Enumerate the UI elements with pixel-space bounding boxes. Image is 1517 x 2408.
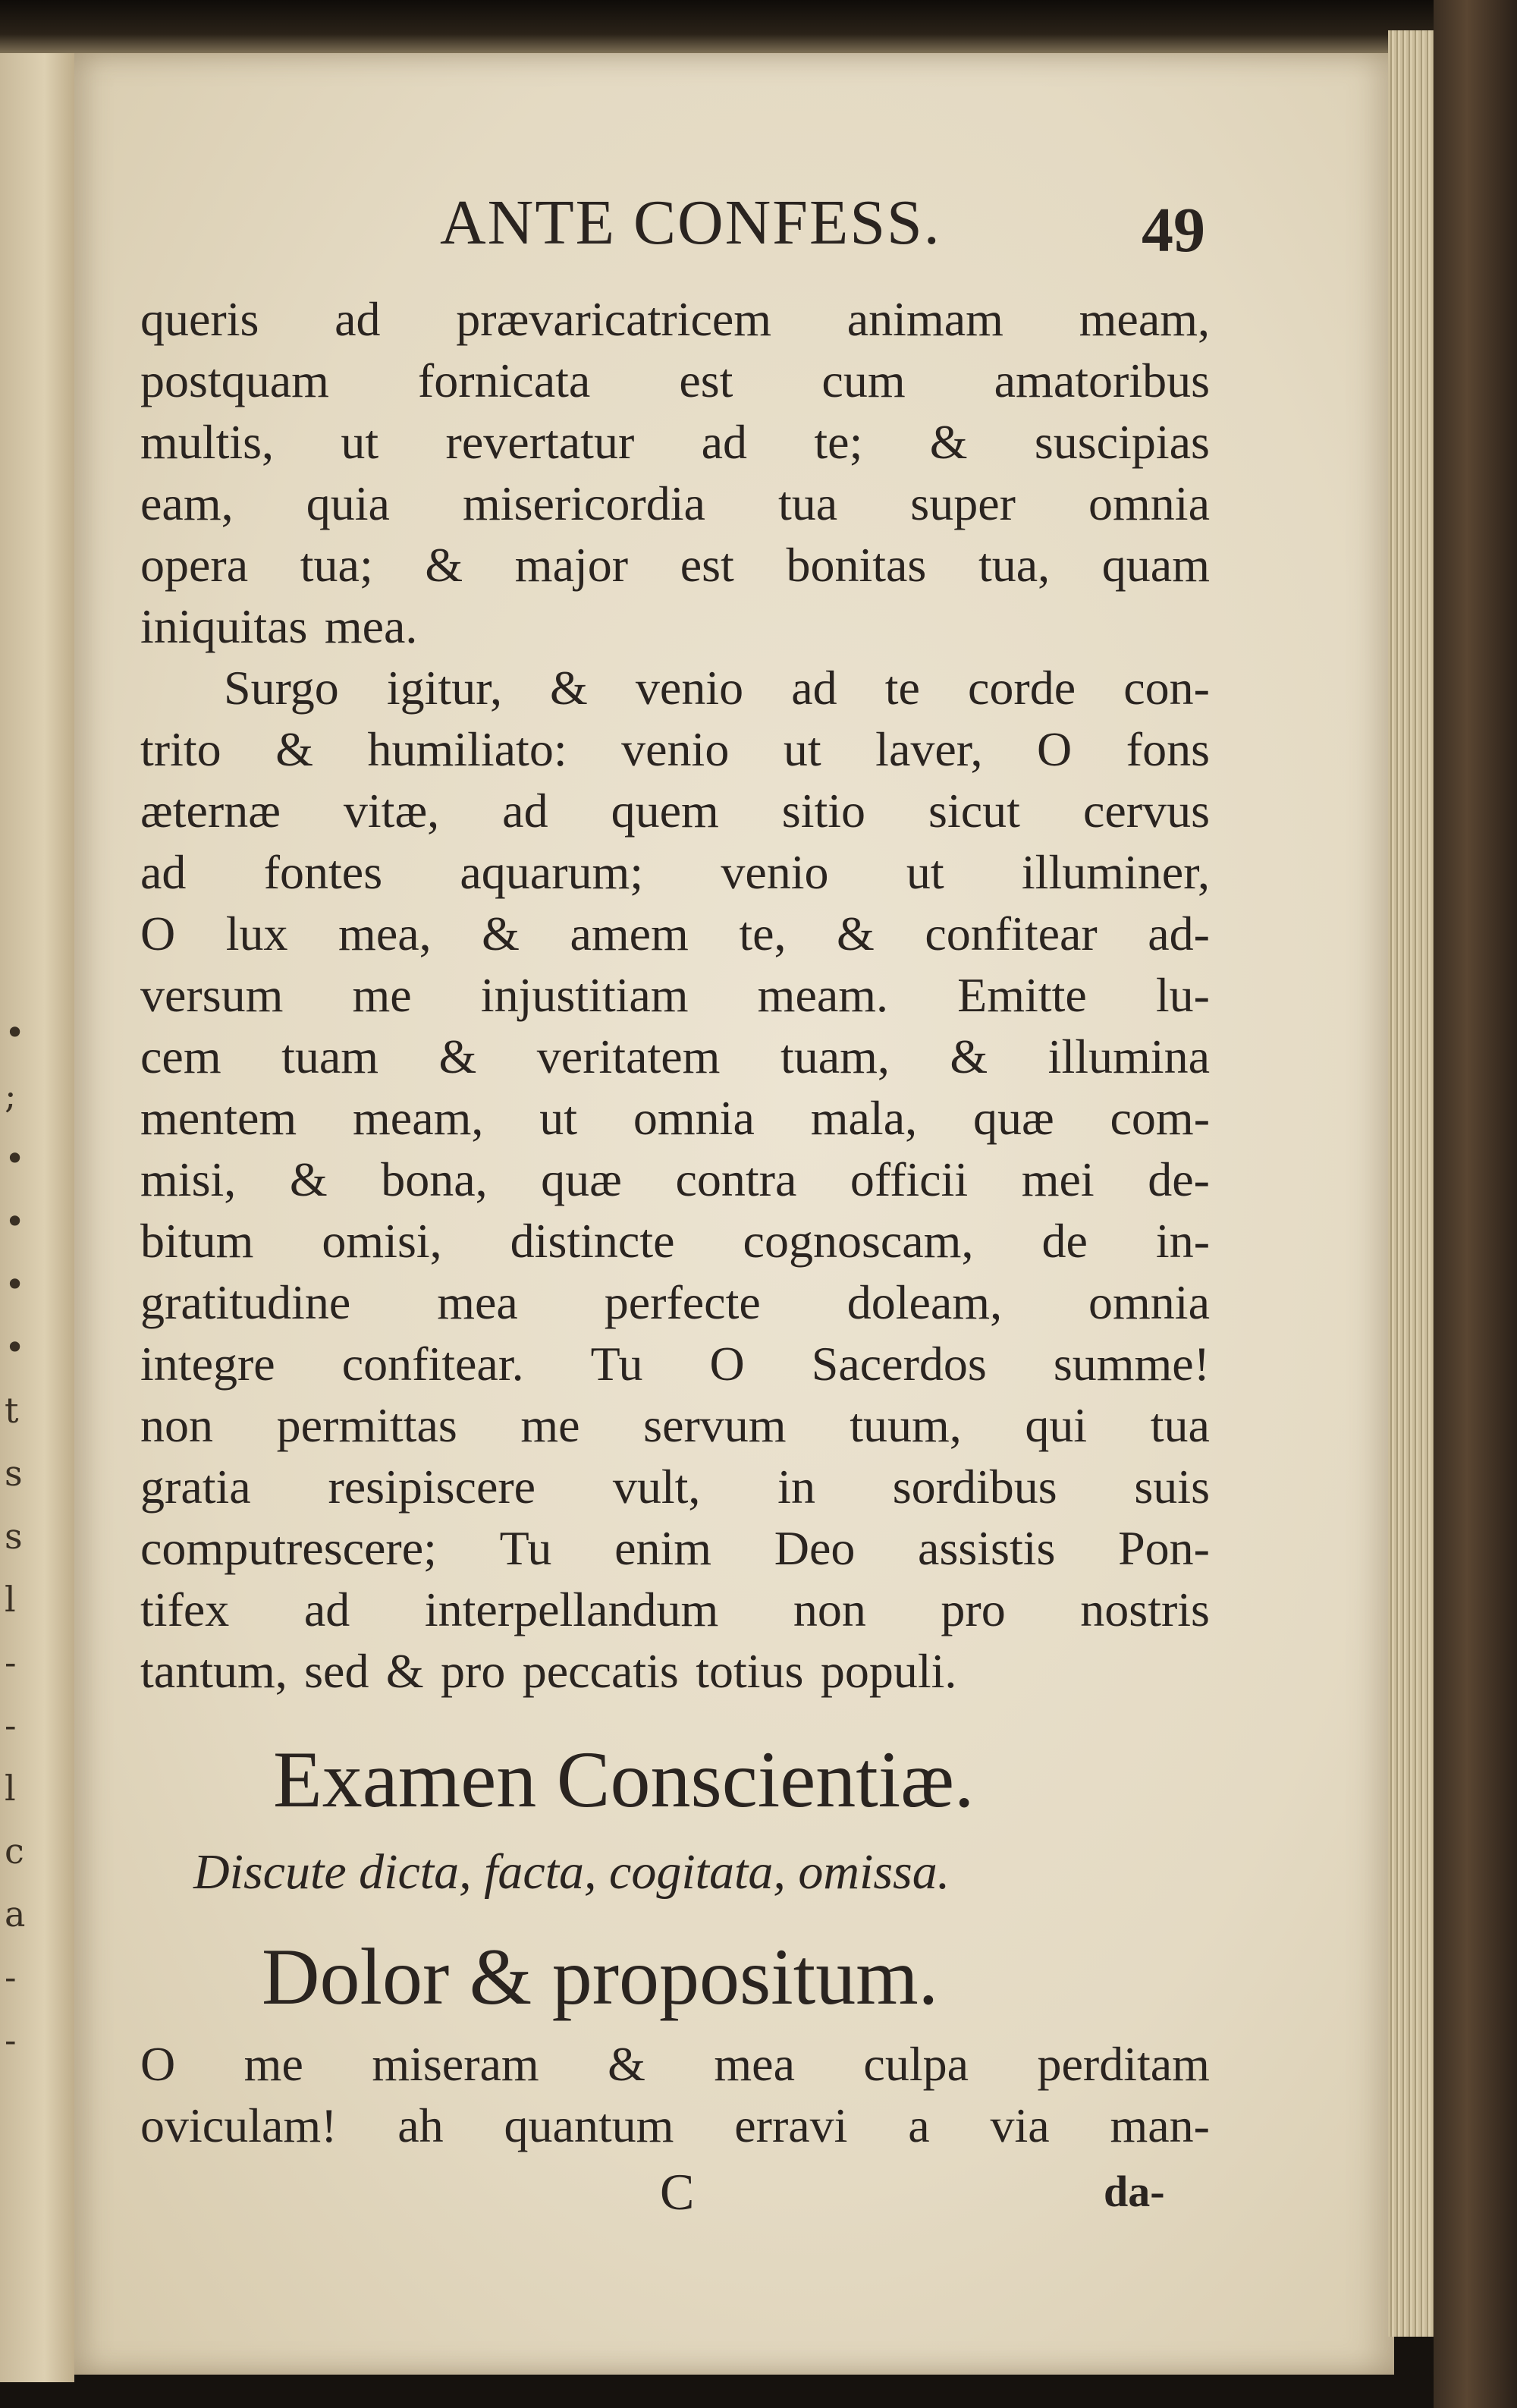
- text-line: [140, 841, 1210, 903]
- text-line: [140, 1210, 1210, 1272]
- word: tuum,: [850, 1398, 962, 1452]
- signature-mark: C: [660, 2163, 695, 2221]
- page-number: 49: [1142, 195, 1205, 266]
- word: ad: [701, 415, 748, 469]
- word: nostris: [1080, 1583, 1210, 1636]
- word: super: [910, 476, 1016, 530]
- word: miseram: [372, 2037, 539, 2091]
- word: &: [608, 2037, 645, 2091]
- word: Sacerdos: [811, 1337, 987, 1391]
- word: fontes: [263, 845, 383, 899]
- word: amem: [570, 907, 689, 960]
- word: perfecte: [604, 1275, 761, 1329]
- word: pro: [441, 1644, 506, 1698]
- word: est: [679, 354, 733, 407]
- word: me: [243, 2037, 303, 2091]
- word: venio: [621, 722, 730, 776]
- word: quantum: [504, 2098, 674, 2152]
- word: meam.: [757, 968, 889, 1022]
- word: illuminer,: [1021, 845, 1210, 899]
- word: tantum,: [140, 1644, 287, 1698]
- word: venio: [635, 661, 744, 715]
- word: tua,: [978, 538, 1051, 592]
- word: ah: [397, 2098, 444, 2152]
- word: O: [709, 1337, 745, 1391]
- word: populi.: [820, 1644, 957, 1698]
- word: aquarum;: [460, 845, 644, 899]
- text-line: [140, 2095, 1210, 2156]
- word: gratitudine: [140, 1275, 351, 1329]
- word: misericordia: [463, 476, 705, 530]
- word: gratia: [140, 1460, 251, 1514]
- text-line: [140, 1087, 1210, 1149]
- word: animam: [846, 292, 1003, 346]
- word: omisi,: [322, 1214, 442, 1268]
- word: de: [1041, 1214, 1088, 1268]
- word: te;: [814, 415, 863, 469]
- word: confitear.: [341, 1337, 524, 1391]
- margin-mark: •: [5, 1138, 26, 1179]
- text-line: [140, 1149, 1210, 1210]
- previous-page-edge: [0, 53, 74, 2382]
- word: Tu: [499, 1521, 552, 1575]
- word: con-: [1123, 661, 1210, 715]
- word: suscipias: [1034, 415, 1210, 469]
- word: tua;: [300, 538, 373, 592]
- text-line: [140, 288, 1210, 350]
- word: &: [837, 907, 875, 960]
- word: queris: [140, 292, 259, 346]
- word: contra: [675, 1152, 797, 1206]
- word: ad: [140, 845, 187, 899]
- word: me: [352, 968, 412, 1022]
- word: pro: [941, 1583, 1006, 1636]
- word: igitur,: [386, 661, 502, 715]
- word: fornicata: [417, 354, 591, 407]
- text-line: [140, 1333, 1210, 1394]
- word: bitum: [140, 1214, 254, 1268]
- margin-mark: s: [5, 1453, 23, 1494]
- word: amatoribus: [994, 354, 1210, 407]
- word: ad: [334, 292, 381, 346]
- word: æternæ: [140, 784, 281, 838]
- word: est: [680, 538, 734, 592]
- word: bona,: [381, 1152, 488, 1206]
- word: corde: [967, 661, 1076, 715]
- word: ad-: [1148, 907, 1210, 960]
- margin-mark: -: [5, 1705, 17, 1746]
- word: cognoscam,: [743, 1214, 974, 1268]
- word: assistis: [918, 1521, 1056, 1575]
- margin-mark: c: [5, 1831, 24, 1872]
- word: non: [140, 1398, 213, 1452]
- word: Deo: [774, 1521, 856, 1575]
- word: fons: [1126, 722, 1210, 776]
- word: quam: [1101, 538, 1210, 592]
- word: cum: [821, 354, 906, 407]
- word: versum: [140, 968, 284, 1022]
- text-line: [140, 1394, 1210, 1456]
- word: meam,: [1079, 292, 1210, 346]
- word: distincte: [510, 1214, 675, 1268]
- word: oviculam!: [140, 2098, 338, 2152]
- word: Pon-: [1118, 1521, 1210, 1575]
- word: O: [140, 2037, 176, 2091]
- word: prævaricatricem: [456, 292, 772, 346]
- word: humiliato:: [367, 722, 567, 776]
- word: a: [908, 2098, 930, 2152]
- running-head: ANTE CONFESS.: [440, 187, 941, 258]
- word: quia: [306, 476, 390, 530]
- word: mala,: [810, 1091, 918, 1145]
- word: eam,: [140, 476, 234, 530]
- word: quæ: [541, 1152, 622, 1206]
- word: man-: [1110, 2098, 1210, 2152]
- word: veritatem: [536, 1030, 721, 1083]
- word: laver,: [875, 722, 983, 776]
- word: trito: [140, 722, 221, 776]
- word: de-: [1148, 1152, 1210, 1206]
- word: iniquitas: [140, 599, 308, 653]
- margin-mark: l: [5, 1579, 16, 1620]
- word: totius: [696, 1644, 804, 1698]
- word: sicut: [928, 784, 1020, 838]
- text-line: [140, 1456, 1210, 1517]
- word: tua: [777, 476, 838, 530]
- margin-mark: t: [5, 1390, 19, 1431]
- word: major: [514, 538, 629, 592]
- word: injustitiam: [480, 968, 689, 1022]
- margin-mark: -: [5, 2020, 17, 2061]
- word: non: [793, 1583, 866, 1636]
- word: ut: [539, 1091, 578, 1145]
- text-line: [140, 473, 1210, 534]
- word: omnia: [1088, 1275, 1210, 1329]
- word: &: [438, 1030, 477, 1083]
- word: misi,: [140, 1152, 237, 1206]
- word: erravi: [734, 2098, 848, 2152]
- word: bonitas: [786, 538, 927, 592]
- word: ad: [502, 784, 548, 838]
- body-text: [140, 288, 1210, 1702]
- text-line: [140, 1517, 1210, 1579]
- margin-mark: l: [5, 1768, 16, 1809]
- margin-mark: -: [5, 1642, 17, 1683]
- word: servum: [643, 1398, 787, 1452]
- word: me: [520, 1398, 580, 1452]
- margin-mark: •: [5, 1201, 26, 1242]
- word: meam,: [353, 1091, 484, 1145]
- word: te: [884, 661, 920, 715]
- word: te,: [739, 907, 787, 960]
- previous-page-marks: [5, 1001, 35, 2072]
- word: sordibus: [892, 1460, 1057, 1514]
- word: qui: [1025, 1398, 1088, 1452]
- margin-mark: a: [5, 1894, 26, 1935]
- word: mea,: [338, 907, 432, 960]
- word: venio: [721, 845, 829, 899]
- word: enim: [614, 1521, 712, 1575]
- margin-mark: -: [5, 1957, 17, 1998]
- word: Surgo: [224, 661, 339, 715]
- text-line: [140, 780, 1210, 841]
- word: integre: [140, 1337, 275, 1391]
- word: lu-: [1155, 968, 1210, 1022]
- word: permittas: [276, 1398, 457, 1452]
- word: O: [140, 907, 176, 960]
- margin-mark: •: [5, 1327, 26, 1368]
- word: confitear: [925, 907, 1098, 960]
- top-shadow: [0, 0, 1517, 57]
- margin-mark: •: [5, 1012, 26, 1053]
- word: &: [385, 1644, 424, 1698]
- word: mei: [1021, 1152, 1095, 1206]
- word: O: [1037, 722, 1073, 776]
- text-line: [140, 657, 1210, 718]
- word: &: [482, 907, 520, 960]
- subheading-discute: Discute dicta, facta, cogitata, omissa.: [193, 1844, 950, 1900]
- text-line: [140, 534, 1210, 596]
- text-line: [140, 718, 1210, 780]
- word: tifex: [140, 1583, 230, 1636]
- word: sitio: [781, 784, 866, 838]
- word: tuam: [281, 1030, 379, 1083]
- word: mea.: [324, 599, 418, 653]
- catchword: da-: [1104, 2167, 1165, 2216]
- word: suis: [1134, 1460, 1210, 1514]
- text-line: [140, 596, 1210, 657]
- word: quem: [611, 784, 719, 838]
- book-binding: [1434, 0, 1517, 2408]
- word: omnia: [633, 1091, 755, 1145]
- word: computrescere;: [140, 1521, 437, 1575]
- text-line: [140, 1272, 1210, 1333]
- text-line: [140, 1579, 1210, 1640]
- word: resipiscere: [328, 1460, 536, 1514]
- word: &: [275, 722, 313, 776]
- word: Tu: [590, 1337, 643, 1391]
- word: quæ: [972, 1091, 1054, 1145]
- margin-mark: ;: [5, 1075, 17, 1116]
- word: ut: [783, 722, 821, 776]
- word: com-: [1110, 1091, 1210, 1145]
- word: ad: [791, 661, 837, 715]
- word: sed: [304, 1644, 369, 1698]
- word: vitæ,: [343, 784, 440, 838]
- word: summe!: [1053, 1337, 1210, 1391]
- word: in: [777, 1460, 815, 1514]
- word: Emitte: [957, 968, 1087, 1022]
- word: culpa: [863, 2037, 969, 2091]
- word: ut: [341, 415, 379, 469]
- word: ad: [303, 1583, 350, 1636]
- text-line: [140, 1640, 1210, 1702]
- word: officii: [850, 1152, 969, 1206]
- word: omnia: [1088, 476, 1210, 530]
- margin-mark: s: [5, 1516, 23, 1557]
- text-line: [140, 903, 1210, 964]
- word: &: [550, 661, 588, 715]
- word: mentem: [140, 1091, 297, 1145]
- word: &: [425, 538, 463, 592]
- word: tua: [1150, 1398, 1210, 1452]
- word: lux: [225, 907, 288, 960]
- tail-text: [140, 2033, 1210, 2156]
- text-line: [140, 964, 1210, 1026]
- word: perditam: [1037, 2037, 1210, 2091]
- word: ut: [906, 845, 944, 899]
- text-line: [140, 411, 1210, 473]
- word: multis,: [140, 415, 275, 469]
- word: mea: [714, 2037, 795, 2091]
- word: &: [289, 1152, 328, 1206]
- word: interpellandum: [424, 1583, 719, 1636]
- word: in-: [1155, 1214, 1210, 1268]
- word: doleam,: [846, 1275, 1003, 1329]
- word: illumina: [1047, 1030, 1210, 1083]
- word: mea: [437, 1275, 518, 1329]
- text-line: [140, 2033, 1210, 2095]
- word: postquam: [140, 354, 329, 407]
- word: peccatis: [522, 1644, 679, 1698]
- word: &: [950, 1030, 988, 1083]
- word: revertatur: [445, 415, 635, 469]
- word: vult,: [612, 1460, 701, 1514]
- text-line: [140, 1026, 1210, 1087]
- heading-examen: Examen Conscientiæ.: [273, 1735, 975, 1824]
- word: tuam,: [780, 1030, 890, 1083]
- word: opera: [140, 538, 249, 592]
- word: &: [929, 415, 968, 469]
- heading-dolor: Dolor & propositum.: [262, 1932, 939, 2021]
- margin-mark: •: [5, 1264, 26, 1305]
- word: cem: [140, 1030, 221, 1083]
- word: via: [990, 2098, 1050, 2152]
- word: cervus: [1082, 784, 1210, 838]
- text-line: [140, 350, 1210, 411]
